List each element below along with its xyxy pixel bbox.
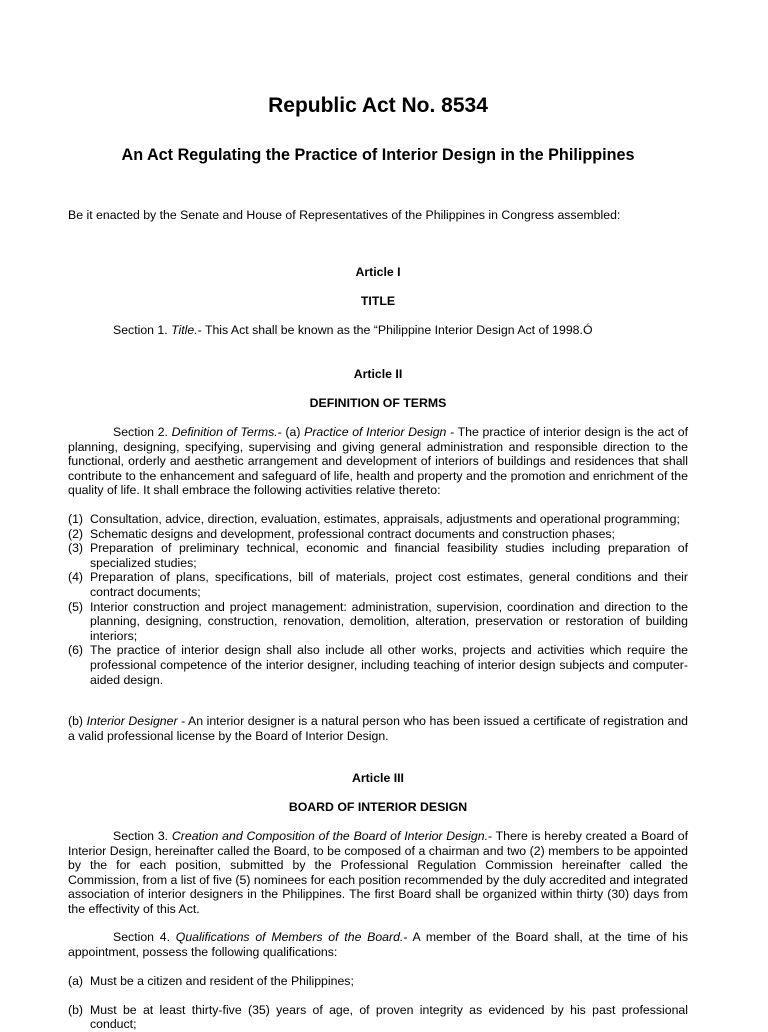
section-4-italic: Qualifications of Members of the Board. <box>175 930 404 944</box>
section-2-italic-term: Practice of Interior Design <box>304 425 447 439</box>
section-4-label: Section 4. <box>113 930 176 944</box>
section-2-text: - The practice of interior design is the act of planning, designing, specifying, supervising and giving general administration and responsible direction to the functional, orderly and aesthetic arrangement and development of interiors of buildings and residences that shall contribute to the enhancement and safeguard of life, health and property and the promotion and enrichment of the quality of life. It shall embrace the following activities relative thereto: <box>68 425 688 498</box>
list-item-number: (6) <box>68 643 84 658</box>
list-item-text: The practice of interior design shall also include all other works, projects and activities which require the professional competence of the interior designer, including teaching of interior design subjects and computer- aided design. <box>90 643 688 687</box>
article-1-name: TITLE <box>360 294 396 308</box>
list-item-text: Must be a citizen and resident of the Philippines; <box>90 974 354 988</box>
article-3-heading: Article III <box>352 771 404 785</box>
list-item-text: Interior construction and project management: administration, supervision, coordination and direction to the planning, designing, construction, renovation, demolition, alteration, preservation or restoration of building interiors; <box>90 599 688 643</box>
section-2-mid: - (a) <box>277 425 305 439</box>
section-4-text: - A member of the Board shall, at the time of his appointment, possess the following qualifications: <box>68 930 689 959</box>
list-item-text: Schematic designs and development, professional contract documents and construction phases; <box>90 526 615 541</box>
document-title: Republic Act No. 8534 <box>268 94 488 117</box>
article-2-heading: Article II <box>353 367 403 381</box>
section-3-text: - There is hereby created a Board of Interior Design, hereinafter called the Board, to be composed of a chairman and two (2) members to be appointed by the for each position, submitted by the Professional Regulation Commission hereinafter called the Commission, from a list of five (5) nominees for each position recommended by the duly accredited and integrated association of interior designers in the Philippines. The first Board shall be organized within thirty (30) days from the effectivity of this Act. <box>68 829 688 916</box>
section-2-label: Section 2. <box>113 425 172 439</box>
item-b-text: - An interior designer is a natural person who has been issued a certificate of registration and a valid professional license by the Board of Interior Design. <box>68 714 688 743</box>
item-b-interior-designer <box>68 714 688 743</box>
section-1-text: - This Act shall be known as the “Philippine Interior Design Act of 1998.Ó <box>197 323 593 337</box>
item-b-italic: Interior Designer <box>86 714 178 728</box>
section-4 <box>68 930 688 959</box>
list-item <box>68 570 688 599</box>
list-item-number: (a) <box>68 974 84 988</box>
list-item-number: (4) <box>68 570 84 585</box>
enacting-clause: Be it enacted by the Senate and House of Representatives of the Philippines in Congress assembled: <box>68 208 621 222</box>
article-1-heading: Article I <box>355 265 401 279</box>
article-3-name: BOARD OF INTERIOR DESIGN <box>288 800 468 814</box>
list-item <box>68 527 688 542</box>
list-item-text: Must be at least thirty-five (35) years of age, of proven integrity as evidenced by his past professional conduct; <box>90 1002 688 1032</box>
activities-list <box>68 512 688 687</box>
item-b-label: (b) <box>68 714 87 728</box>
list-item-text: Consultation, advice, direction, evaluation, estimates, appraisals, adjustments and operational programming; <box>90 512 680 526</box>
section-3 <box>68 829 688 917</box>
document-subtitle: An Act Regulating the Practice of Interior Design in the Philippines <box>121 146 635 164</box>
list-item <box>68 1003 688 1032</box>
list-item-text: Preparation of preliminary technical, economic and financial feasibility studies including preparation of specialized studies; <box>90 541 688 570</box>
section-2 <box>68 425 688 498</box>
article-2-name: DEFINITION OF TERMS <box>309 396 447 410</box>
section-2-italic: Definition of Terms. <box>171 425 278 439</box>
section-3-italic: Creation and Composition of the Board of Interior Design. <box>171 829 488 843</box>
section-3-label: Section 3. <box>113 829 172 843</box>
section-1-italic: Title. <box>171 323 198 337</box>
list-item <box>68 643 688 687</box>
list-item-number: (2) <box>68 526 84 541</box>
section-1-label: Section 1. <box>113 323 172 337</box>
list-item-number: (5) <box>68 599 84 614</box>
list-item <box>68 974 688 989</box>
qualifications-list <box>68 974 688 1032</box>
list-item-number: (b) <box>68 1002 84 1017</box>
list-item <box>68 541 688 570</box>
list-item-number: (1) <box>68 512 84 526</box>
section-1 <box>113 323 713 338</box>
list-item-text: Preparation of plans, specifications, bill of materials, project cost estimates, general conditions and their contract documents; <box>90 570 688 599</box>
list-item <box>68 512 688 527</box>
list-item <box>68 600 688 644</box>
list-item-number: (3) <box>68 541 84 556</box>
